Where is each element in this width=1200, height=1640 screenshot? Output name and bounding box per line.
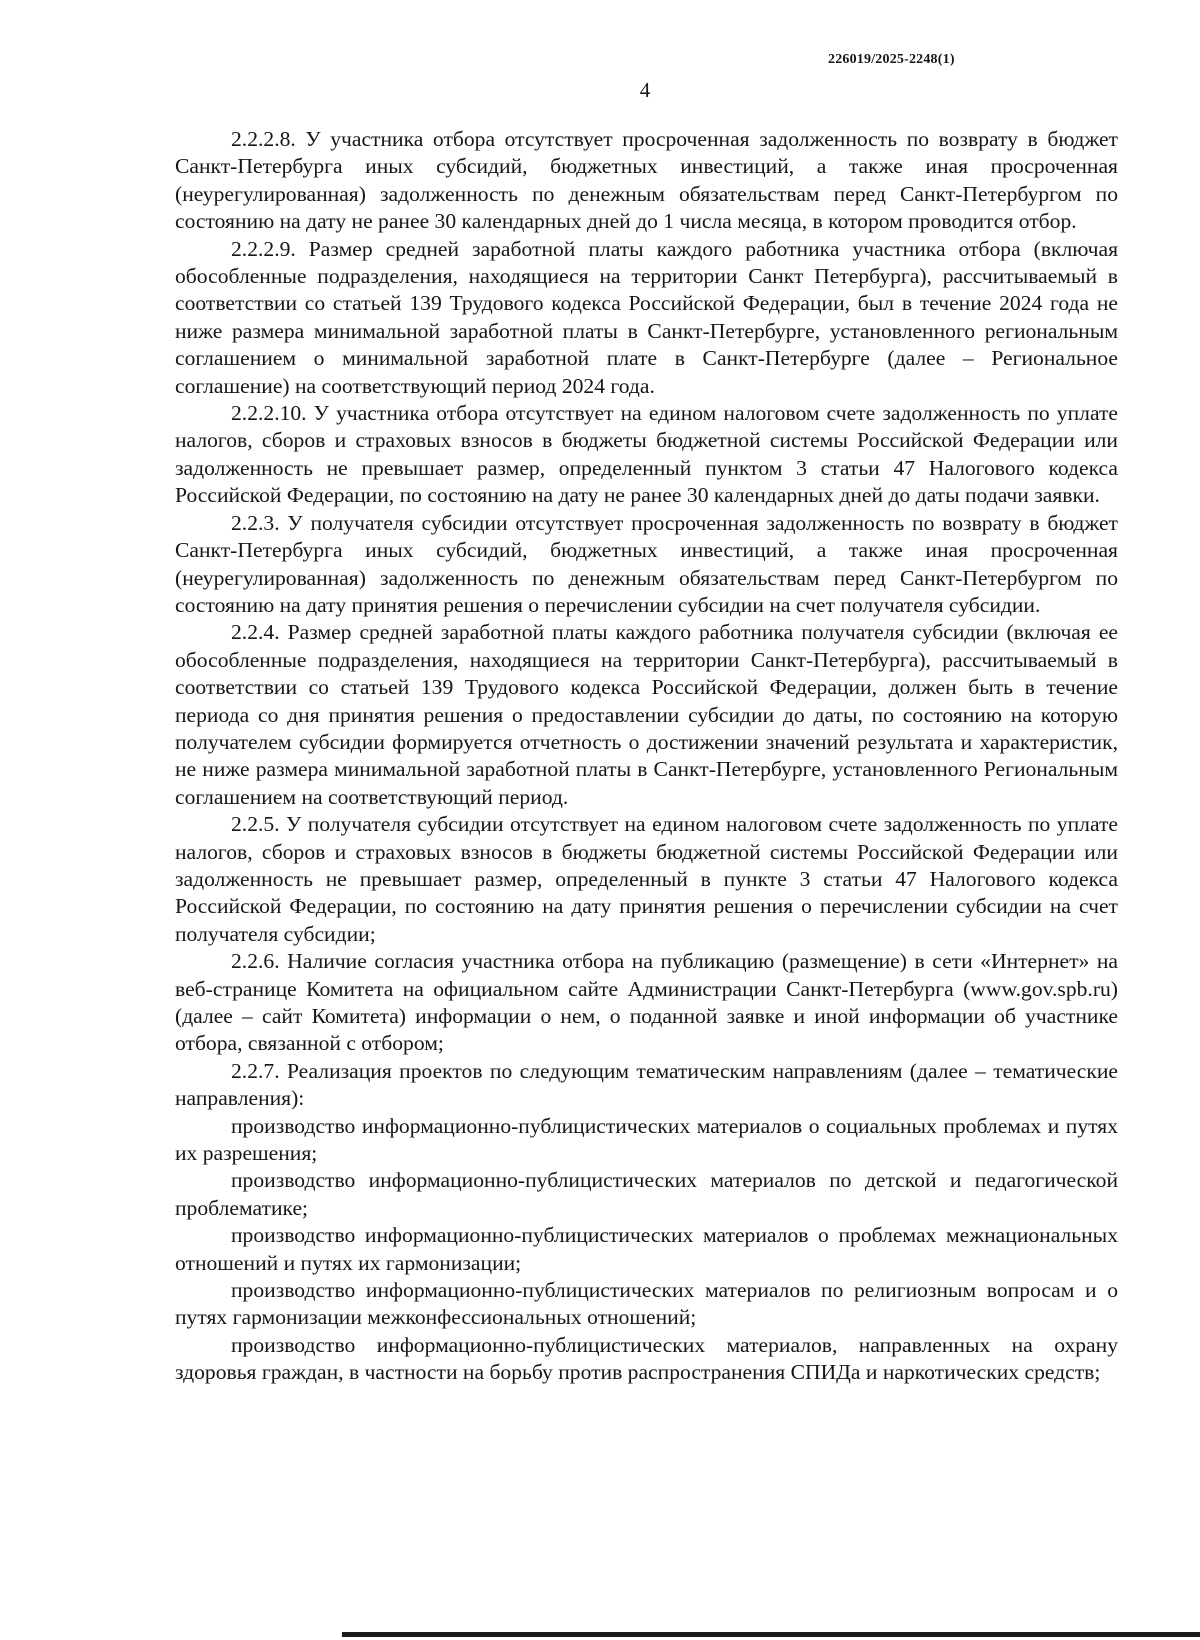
page-number: 4 [639,78,651,102]
document-body [175,126,1118,1387]
list-item-interethnic-relations: производство информационно-публицистических материалов о проблемах межнациональных отношений и путях их гармонизации; [175,1223,1118,1275]
list-item-health-protection: производство информационно-публицистических материалов, направленных на охрану здоровья граждан, в частности на борьбу против распространения СПИДа и наркотических средств; [175,1332,1118,1385]
paragraph-2-2-7: 2.2.7. Реализация проектов по следующим тематическим направлениям (далее – тематические направления): [175,1058,1118,1111]
paragraph-2-2-6: 2.2.6. Наличие согласия участника отбора на публикацию (размещение) в сети «Интернет» на веб-странице Комитета на официальном сайте Администрации Санкт-Петербурга (www.gov.spb.ru) (далее – сайт Комитета) информации о нем, о поданной заявке и иной информации об участнике отбора, связанной с отбором; [175,949,1118,1056]
list-item-social-problems: производство информационно-публицистических материалов о социальных проблемах и путях их разрешения; [175,1113,1118,1166]
paragraph-2-2-4: 2.2.4. Размер средней заработной платы каждого работника получателя субсидии (включая ее обособленные подразделения, находящиеся на территории Санкт-Петербурга), рассчитываемый в соответствии со статьей 139 Трудового кодекса Российской Федерации, должен быть в течение периода со дня принятия решения о предоставлении субсидии до даты, по состоянию на которую получателем субсидии формируется отчетность о достижении значений результата и характеристик, не ниже размера минимальной заработной платы в Санкт-Петербурге, установленного Региональным соглашением на соответствующий период. [175,620,1118,809]
paragraph-2-2-5: 2.2.5. У получателя субсидии отсутствует на едином налоговом счете задолженность по уплате налогов, сборов и страховых взносов в бюджеты бюджетной системы Российской Федерации или задолженность не превышает размер, определенный в пункте 3 статьи 47 Налогового кодекса Российской Федерации, по состоянию на дату принятия решения о перечислении субсидии на счет получателя субсидии; [175,812,1118,946]
paragraph-2-2-2-10: 2.2.2.10. У участника отбора отсутствует на едином налоговом счете задолженность по уплате налогов, сборов и страховых взносов в бюджеты бюджетной системы Российской Федерации или задолженность не превышает размер, определенный пунктом 3 статьи 47 Налогового кодекса Российской Федерации, по состоянию на дату не ранее 30 календарных дней до даты подачи заявки. [175,401,1118,508]
paragraph-2-2-2-8: 2.2.2.8. У участника отбора отсутствует просроченная задолженность по возврату в бюджет Санкт-Петербурга иных субсидий, бюджетных инвестиций, а также иная просроченная (неурегулированная) задолженность по денежным обязательствам перед Санкт-Петербургом по состоянию на дату не ранее 30 календарных дней до 1 числа месяца, в котором проводится отбор. [175,127,1118,234]
list-item-child-pedagogy: производство информационно-публицистических материалов по детской и педагогической проблематике; [175,1168,1118,1220]
bottom-scan-edge-line [342,1632,1200,1637]
paragraph-2-2-3: 2.2.3. У получателя субсидии отсутствует просроченная задолженность по возврату в бюджет Санкт-Петербурга иных субсидий, бюджетных инвестиций, а также иная просроченная (неурегулированная) задолженность по денежным обязательствам перед Санкт-Петербургом по состоянию на дату принятия решения о перечислении субсидии на счет получателя субсидии. [175,510,1118,617]
paragraph-2-2-2-9: 2.2.2.9. Размер средней заработной платы каждого работника участника отбора (включая обособленные подразделения, находящиеся на территории Санкт Петербурга), рассчитываемый в соответствии со статьей 139 Трудового кодекса Российской Федерации, был в течение 2024 года не ниже размера минимальной заработной платы в Санкт-Петербурге, установленного региональным соглашением о минимальной заработной плате в Санкт-Петербурге (далее – Региональное соглашение) на соответствующий период 2024 года. [175,236,1118,398]
list-item-religious-questions: производство информационно-публицистических материалов по религиозным вопросам и о путях гармонизации межконфессиональных отношений; [175,1278,1118,1330]
document-registration-number: 226019/2025-2248(1) [828,52,955,67]
